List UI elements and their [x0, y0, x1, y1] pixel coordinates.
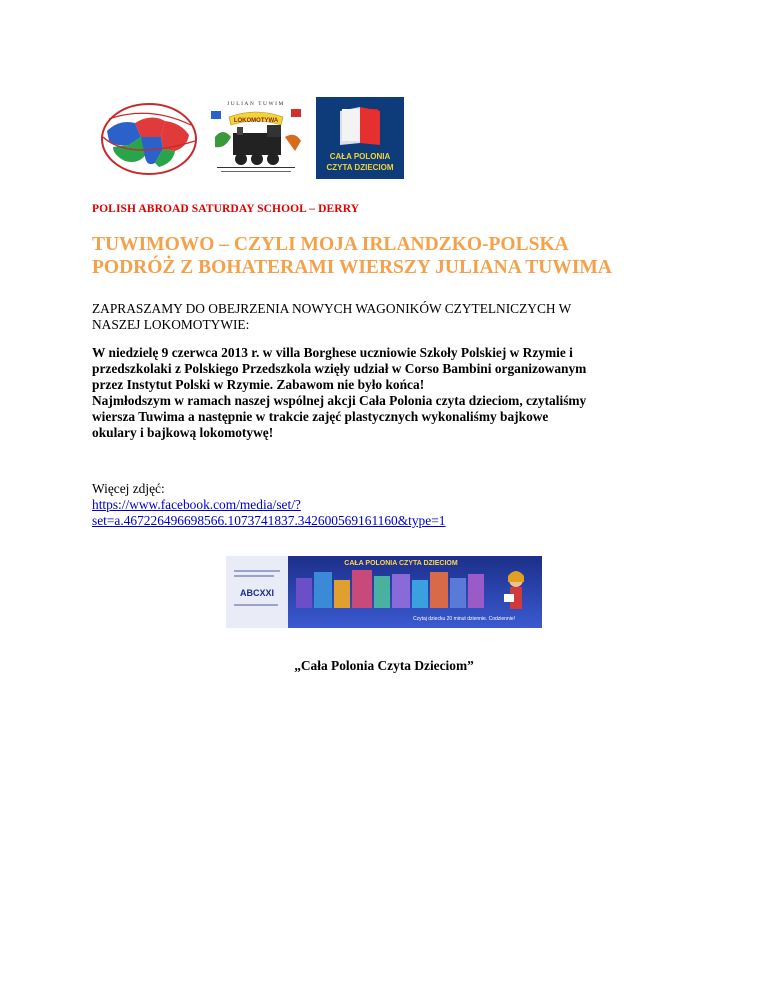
- banner-slogan: Czytaj dziecku 20 minut dziennie. Codziennie!: [413, 616, 515, 622]
- more-photos: [92, 481, 692, 529]
- banner-top-text: CAŁA POLONIA CZYTA DZIECIOM: [344, 560, 458, 567]
- banner-brand: ABCXXI: [239, 588, 275, 598]
- article-line-6: okulary i bajkową lokomotywę!: [92, 425, 274, 440]
- title-line-2: PODRÓŻ Z BOHATERAMI WIERSZY JULIANA TUWIMA: [92, 257, 612, 278]
- campaign-caption: „Cała Polonia Czyta Dzieciom”: [294, 658, 474, 673]
- article-line-2: przedszkolaki z Polskiego Przedszkola wzięły udział w Corso Bambini organizowanym: [92, 361, 587, 376]
- article-line-1: W niedzielę 9 czerwca 2013 r. w villa Borghese uczniowie Szkoły Polskiej w Rzymie i: [92, 345, 573, 360]
- lokomotywa-logo: [207, 97, 305, 179]
- title-line-1: TUWIMOWO – CZYLI MOJA IRLANDZKO-POLSKA: [92, 234, 569, 255]
- book-flag-icon: [316, 97, 404, 179]
- more-photos-label: Więcej zdjęć:: [92, 481, 165, 496]
- campaign-banner: [226, 556, 542, 628]
- article-line-4: Najmłodszym w ramach naszej wspólnej akcji Cała Polonia czyta dzieciom, czytaliśmy: [92, 393, 587, 408]
- invitation-text: [92, 301, 692, 333]
- invite-line-2: NASZEJ LOKOMOTYWIE:: [92, 317, 250, 332]
- article-body: [92, 345, 692, 441]
- article-line-5: wiersza Tuwima a następnie w trakcie zajęć plastycznych wykonaliśmy bajkowe: [92, 409, 549, 424]
- cpcd-logo-text-2: CZYTA DZIECIOM: [326, 163, 394, 172]
- puzzle-globe-logo: [99, 101, 199, 177]
- school-name: POLISH ABROAD SATURDAY SCHOOL – DERRY: [92, 203, 360, 215]
- link-line-2: set=a.467226496698566.1073741837.342600569161160&type=1: [92, 513, 446, 528]
- facebook-album-link[interactable]: [92, 497, 445, 528]
- cpcd-logo-text-1: CAŁA POLONIA: [329, 152, 391, 161]
- article-line-3: przez Instytut Polski w Rzymie. Zabawom nie było końca!: [92, 377, 425, 392]
- cala-polonia-czyta-dzieciom-logo: [316, 97, 404, 179]
- lokomotywa-word: LOKOMOTYWA: [233, 118, 279, 124]
- page-title: [92, 233, 692, 279]
- link-line-1: https://www.facebook.com/media/set/?: [92, 497, 301, 512]
- lokomotywa-top-text: JULIAN TUWIM: [227, 101, 285, 107]
- invite-line-1: ZAPRASZAMY DO OBEJRZENIA NOWYCH WAGONIKÓW CZYTELNICZYCH W: [92, 301, 572, 316]
